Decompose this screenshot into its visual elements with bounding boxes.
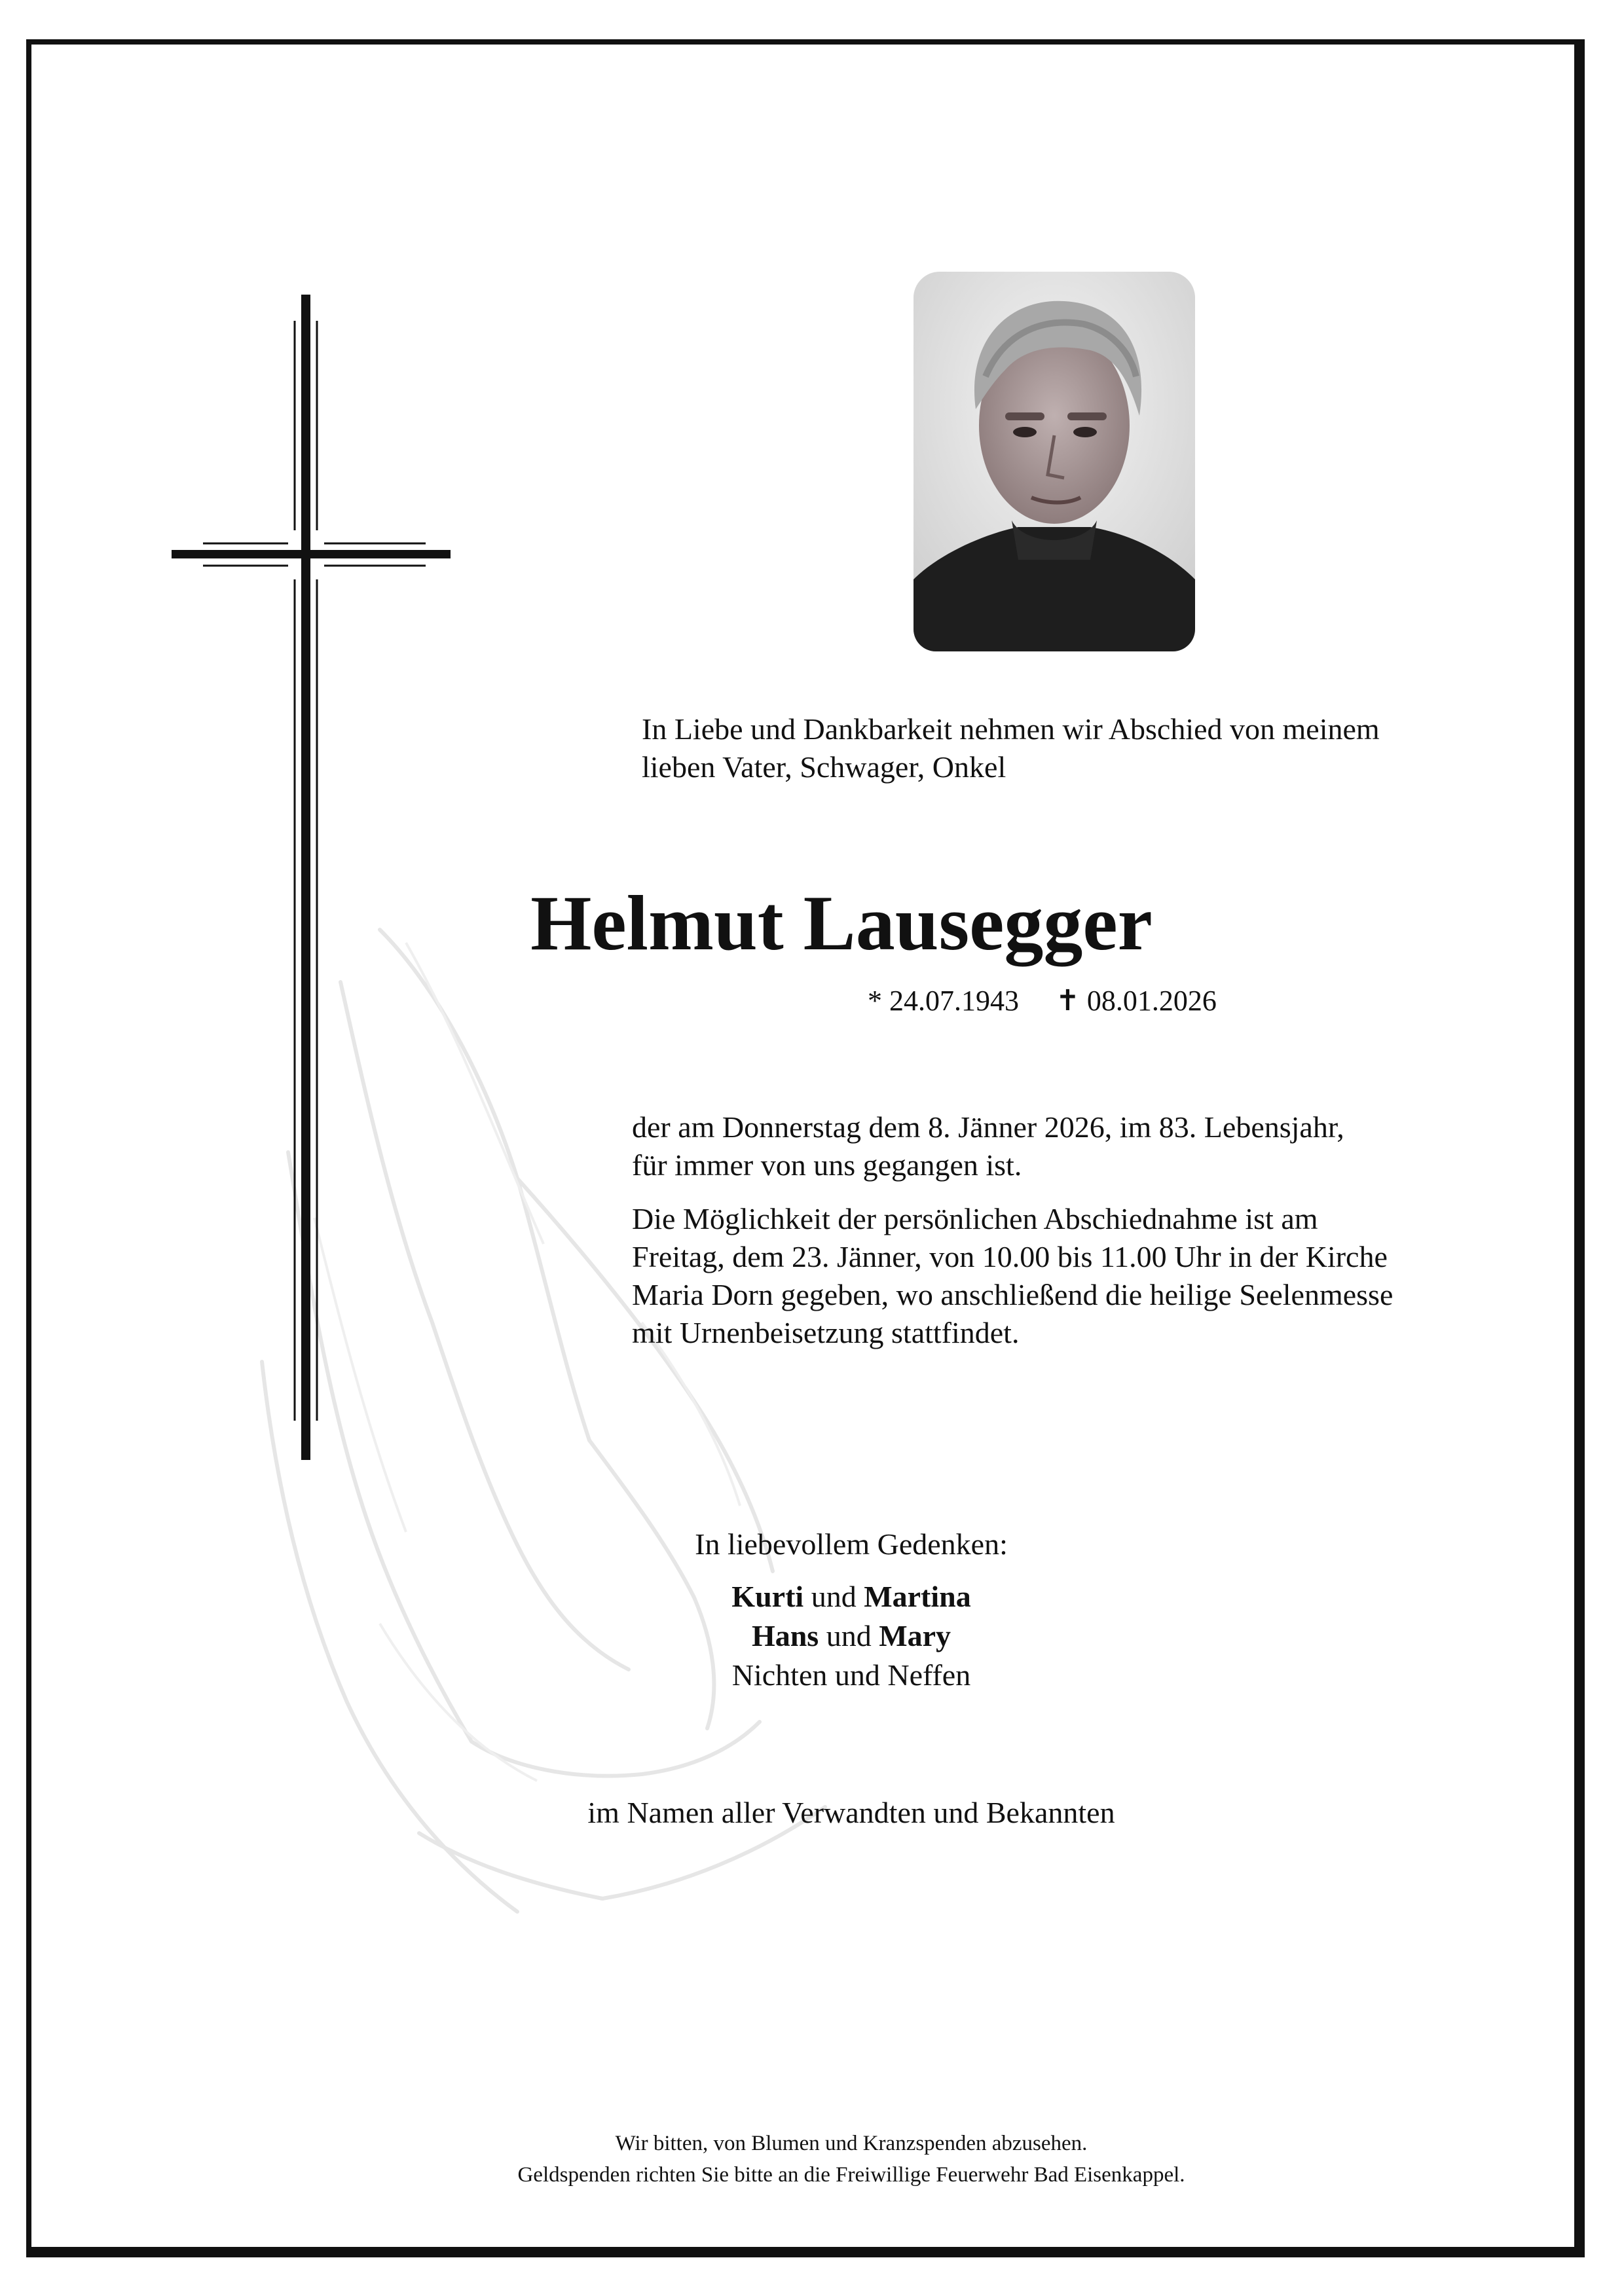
paragraph-line: Freitag, dem 23. Jänner, von 10.00 bis 11.00 Uhr in der Kirche [632, 1240, 1388, 1273]
behalf-line: im Namen aller Verwandten und Bekannten [587, 1796, 1115, 1829]
mourner-name: Hans [751, 1619, 819, 1652]
mourner-name: Martina [864, 1580, 971, 1613]
mourner-name: Mary [879, 1619, 951, 1652]
mourners-row: Nichten und Neffen [731, 1658, 971, 1692]
mourners-row [0, 1617, 1624, 1655]
footer-note: Wir bitten, von Blumen und Kranzspenden abzusehen. [615, 2132, 1088, 2155]
passing-paragraph [632, 1108, 1344, 1184]
mourner-joiner: und [803, 1580, 864, 1613]
intro-text [642, 710, 1380, 786]
mourner-joiner: und [819, 1619, 879, 1652]
paragraph-line: der am Donnerstag dem 8. Jänner 2026, im 83. Lebensjahr, [632, 1110, 1344, 1144]
death-date: 08.01.2026 [1086, 985, 1217, 1017]
mourners-heading: In liebevollem Gedenken: [695, 1527, 1008, 1561]
death-cross-icon: ✝ [1056, 985, 1080, 1017]
life-dates [868, 982, 1217, 1020]
deceased-name: Helmut Lausegger [530, 879, 1153, 966]
mourner-name: Kurti [731, 1580, 804, 1613]
footer-note: Geldspenden richten Sie bitte an die Freiwillige Feuerwehr Bad Eisenkappel. [517, 2163, 1185, 2187]
intro-line: In Liebe und Dankbarkeit nehmen wir Abschied von meinem [642, 712, 1380, 746]
paragraph-line: Maria Dorn gegeben, wo anschließend die heilige Seelenmesse [632, 1278, 1393, 1311]
birth-symbol: * [868, 985, 882, 1017]
intro-line: lieben Vater, Schwager, Onkel [642, 750, 1006, 784]
paragraph-line: mit Urnenbeisetzung stattfindet. [632, 1316, 1020, 1349]
farewell-paragraph [632, 1200, 1393, 1352]
paragraph-line: Die Möglichkeit der persönlichen Abschiednahme ist am [632, 1202, 1318, 1235]
paragraph-line: für immer von uns gegangen ist. [632, 1148, 1022, 1182]
portrait-photo [913, 272, 1195, 651]
birth-date: 24.07.1943 [889, 985, 1019, 1017]
mourners-row [0, 1578, 1624, 1616]
